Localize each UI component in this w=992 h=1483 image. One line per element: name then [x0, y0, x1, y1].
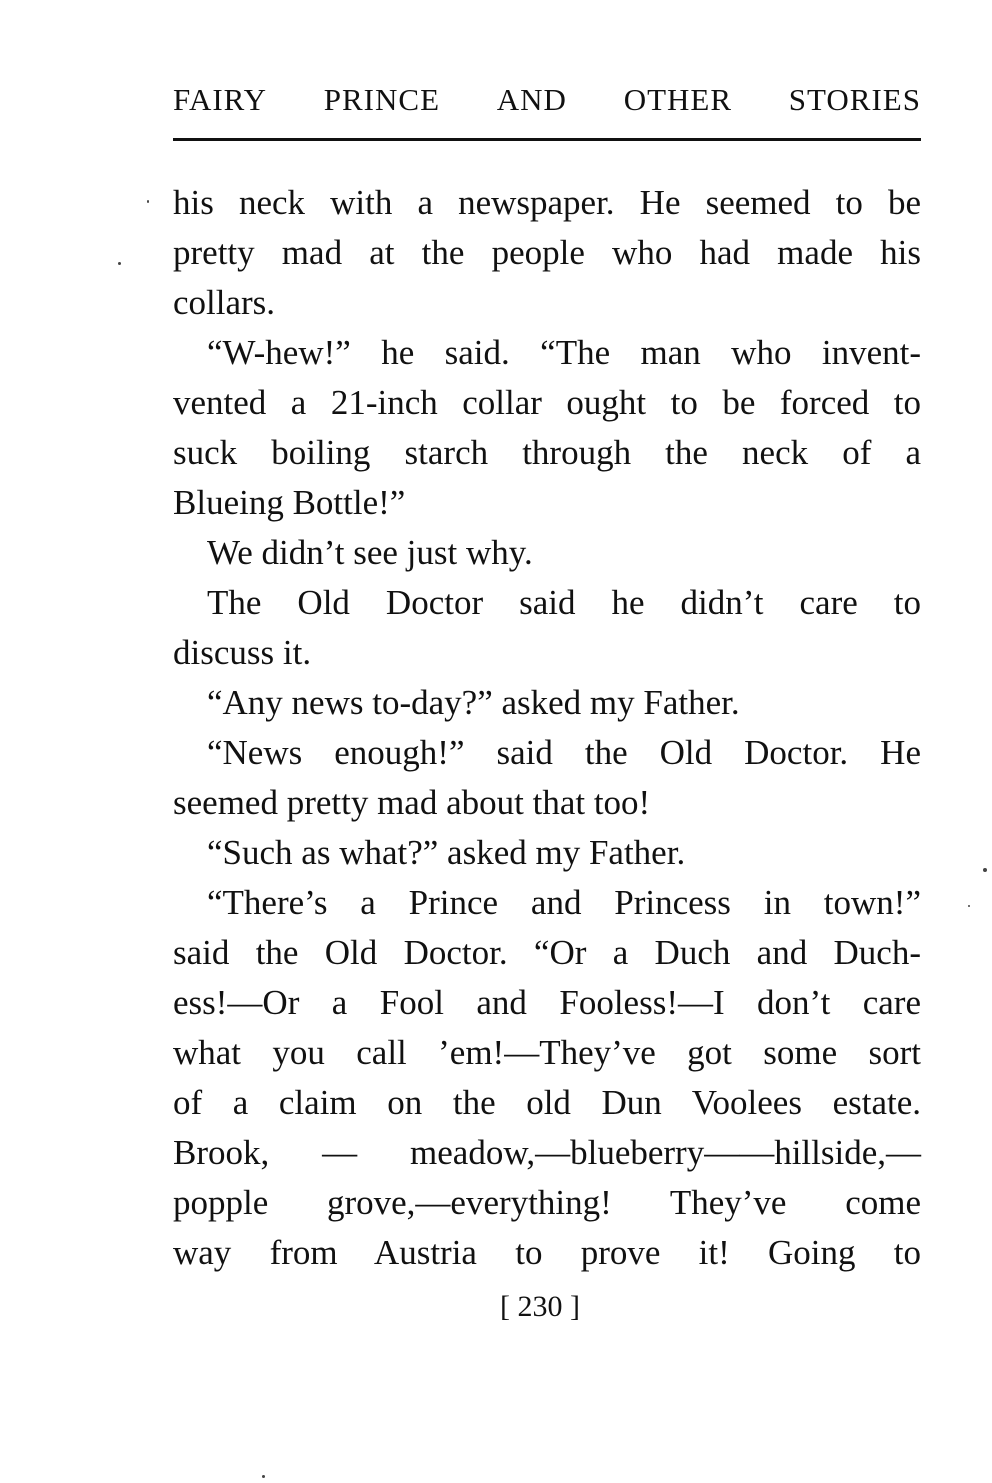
text-line: The Old Doctor said he didn’t care to: [207, 583, 921, 622]
page-number: [ 230 ]: [500, 1290, 580, 1323]
print-speck: [968, 905, 970, 907]
running-head-word: AND: [496, 82, 567, 117]
text-line: of a claim on the old Dun Voolees estate.: [173, 1083, 921, 1122]
text-line: seemed pretty mad about that too!: [173, 783, 651, 822]
text-line: ess!—Or a Fool and Fooless!—I don’t care: [173, 983, 921, 1022]
running-head-word: STORIES: [788, 82, 921, 117]
text-line: discuss it.: [173, 633, 312, 672]
text-line: Blueing Bottle!”: [173, 483, 406, 522]
running-head-word: FAIRY: [173, 82, 268, 117]
text-line: “News enough!” said the Old Doctor. He: [207, 733, 921, 772]
text-line: vented a 21-inch collar ought to be forced to: [173, 383, 921, 422]
text-line: what you call ’em!—They’ve got some sort: [173, 1033, 921, 1072]
text-line: said the Old Doctor. “Or a Duch and Duch-: [173, 933, 921, 972]
print-speck: [262, 1475, 265, 1478]
text-line: Brook, — meadow,—blueberry——hillside,—: [173, 1133, 921, 1172]
print-speck: [983, 868, 987, 872]
running-head: [173, 80, 921, 120]
text-line: “Any news to-day?” asked my Father.: [207, 683, 740, 722]
text-line: “There’s a Prince and Princess in town!”: [207, 883, 921, 922]
print-speck: [118, 262, 121, 265]
text-line: “W-hew!” he said. “The man who invent-: [207, 333, 921, 372]
print-speck: [147, 200, 149, 203]
running-head-word: PRINCE: [323, 82, 441, 117]
text-line: We didn’t see just why.: [207, 533, 533, 572]
text-line: his neck with a newspaper. He seemed to be: [173, 183, 921, 222]
text-line: way from Austria to prove it! Going to: [173, 1233, 921, 1272]
body-text: [173, 178, 921, 1278]
text-line: popple grove,—everything! They’ve come: [173, 1183, 921, 1222]
header-rule: [173, 138, 921, 141]
text-line: collars.: [173, 283, 276, 322]
text-line: “Such as what?” asked my Father.: [207, 833, 686, 872]
text-line: pretty mad at the people who had made his: [173, 233, 921, 272]
text-line: suck boiling starch through the neck of a: [173, 433, 921, 472]
running-head-word: OTHER: [623, 82, 733, 117]
